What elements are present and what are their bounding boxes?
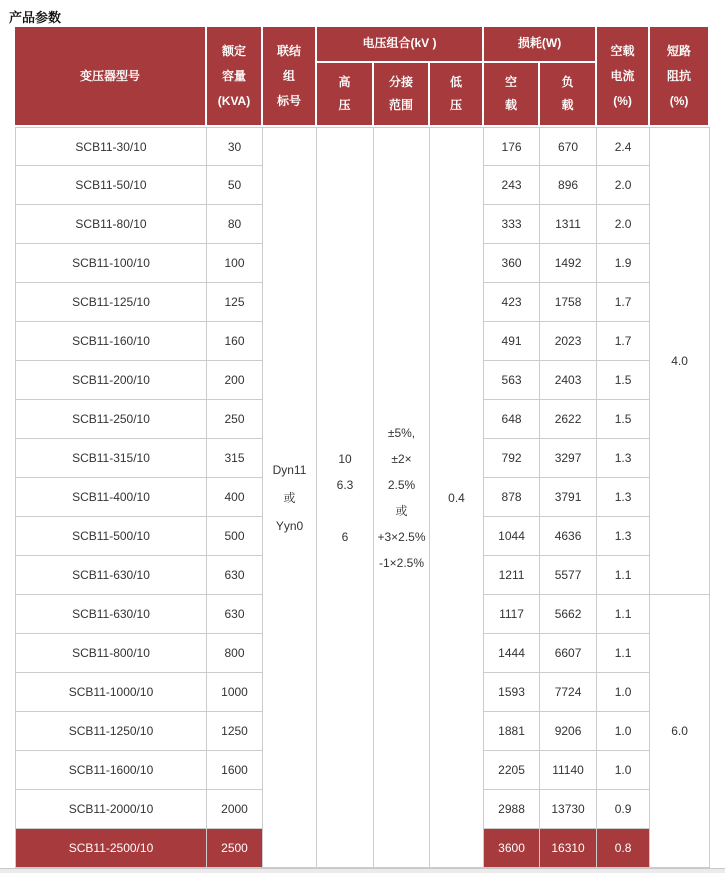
model-cell: SCB11-160/10 <box>15 322 207 361</box>
noload-current-cell: 1.9 <box>597 244 650 283</box>
text-line: 6 <box>341 529 349 544</box>
model-cell: SCB11-400/10 <box>15 478 207 517</box>
noload-loss-cell: 563 <box>484 361 540 400</box>
noload-current-cell: 2.4 <box>597 127 650 166</box>
noload-current-cell: 1.3 <box>597 439 650 478</box>
load-loss-cell: 1311 <box>540 205 597 244</box>
load-loss-cell: 3297 <box>540 439 597 478</box>
text-line: 载 <box>561 97 574 112</box>
noload-current-cell: 1.3 <box>597 517 650 556</box>
text-line: 范围 <box>388 97 413 112</box>
text-line: ±5%, <box>387 425 416 440</box>
low-voltage-header <box>430 63 484 127</box>
load-loss-cell: 1492 <box>540 244 597 283</box>
text-line: 额定 <box>221 43 246 58</box>
load-loss-cell: 896 <box>540 166 597 205</box>
text-line: Yyn0 <box>275 518 304 533</box>
model-cell: SCB11-800/10 <box>15 634 207 673</box>
impedance-cell: 6.0 <box>650 595 710 868</box>
text-line: Dyn11 <box>272 462 307 477</box>
model-cell: SCB11-630/10 <box>15 556 207 595</box>
impedance-cell: 4.0 <box>650 127 710 595</box>
text-line: (%) <box>669 93 689 108</box>
noload-loss-cell: 792 <box>484 439 540 478</box>
noload-current-cell: 1.7 <box>597 283 650 322</box>
connection-group-header <box>263 27 317 127</box>
text-line: (KVA) <box>217 93 251 108</box>
text-line <box>317 498 373 524</box>
text-line: -1×2.5% <box>378 555 425 570</box>
table-row <box>15 127 710 166</box>
noload-current-cell: 1.3 <box>597 478 650 517</box>
load-loss-cell: 2023 <box>540 322 597 361</box>
noload-loss-cell: 1211 <box>484 556 540 595</box>
capacity-cell: 315 <box>207 439 263 478</box>
load-loss-cell: 2622 <box>540 400 597 439</box>
model-cell: SCB11-80/10 <box>15 205 207 244</box>
high-voltage-cell <box>317 127 374 868</box>
noload-current-cell: 1.5 <box>597 361 650 400</box>
model-cell: SCB11-125/10 <box>15 283 207 322</box>
text-line: 短路 <box>667 43 692 58</box>
capacity-cell: 400 <box>207 478 263 517</box>
low-voltage-cell: 0.4 <box>430 127 484 868</box>
text-line: 空载 <box>610 43 635 58</box>
capacity-header <box>207 27 263 127</box>
noload-current-cell: 1.7 <box>597 322 650 361</box>
text-line: 压 <box>338 97 351 112</box>
table-header <box>15 27 710 127</box>
capacity-cell: 30 <box>207 127 263 166</box>
noload-current-cell: 0.8 <box>597 829 650 868</box>
capacity-cell: 50 <box>207 166 263 205</box>
load-loss-header <box>540 63 597 127</box>
noload-loss-cell: 360 <box>484 244 540 283</box>
noload-current-cell: 1.0 <box>597 712 650 751</box>
load-loss-cell: 1758 <box>540 283 597 322</box>
load-loss-cell: 2403 <box>540 361 597 400</box>
model-cell: SCB11-200/10 <box>15 361 207 400</box>
text-line: 阻抗 <box>667 68 692 83</box>
noload-loss-cell: 878 <box>484 478 540 517</box>
text-line: 2.5% <box>387 477 416 492</box>
text-line: 容量 <box>221 68 246 83</box>
noload-current-cell: 1.5 <box>597 400 650 439</box>
bottom-divider <box>0 868 725 873</box>
text-line: 低 <box>450 74 463 89</box>
noload-current-cell: 2.0 <box>597 205 650 244</box>
text-line: 标号 <box>276 93 301 108</box>
capacity-cell: 250 <box>207 400 263 439</box>
text-line: 电流 <box>610 68 635 83</box>
capacity-cell: 1000 <box>207 673 263 712</box>
noload-loss-cell: 1117 <box>484 595 540 634</box>
capacity-cell: 630 <box>207 595 263 634</box>
load-loss-cell: 3791 <box>540 478 597 517</box>
tap-range-cell <box>374 127 430 868</box>
text-line: 负 <box>561 74 574 89</box>
capacity-cell: 1250 <box>207 712 263 751</box>
loss-group-header: 损耗(W) <box>484 27 597 63</box>
noload-loss-header <box>484 63 540 127</box>
model-cell: SCB11-315/10 <box>15 439 207 478</box>
noload-loss-cell: 333 <box>484 205 540 244</box>
noload-loss-cell: 491 <box>484 322 540 361</box>
text-line: 10 <box>338 451 352 466</box>
capacity-cell: 500 <box>207 517 263 556</box>
load-loss-cell: 16310 <box>540 829 597 868</box>
high-voltage-header <box>317 63 374 127</box>
capacity-cell: 630 <box>207 556 263 595</box>
model-cell: SCB11-500/10 <box>15 517 207 556</box>
noload-current-cell: 1.0 <box>597 673 650 712</box>
capacity-cell: 800 <box>207 634 263 673</box>
noload-current-header <box>597 27 650 127</box>
text-line: 或 <box>283 490 296 505</box>
capacity-cell: 2000 <box>207 790 263 829</box>
load-loss-cell: 5662 <box>540 595 597 634</box>
load-loss-cell: 11140 <box>540 751 597 790</box>
model-cell: SCB11-50/10 <box>15 166 207 205</box>
text-line: 联结 <box>276 43 301 58</box>
noload-loss-cell: 2988 <box>484 790 540 829</box>
load-loss-cell: 9206 <box>540 712 597 751</box>
text-line: 压 <box>450 97 463 112</box>
table-body <box>15 127 710 868</box>
text-line: 空 <box>505 74 518 89</box>
capacity-cell: 1600 <box>207 751 263 790</box>
model-cell: SCB11-1250/10 <box>15 712 207 751</box>
model-cell: SCB11-630/10 <box>15 595 207 634</box>
load-loss-cell: 4636 <box>540 517 597 556</box>
noload-current-cell: 1.1 <box>597 595 650 634</box>
model-cell: SCB11-250/10 <box>15 400 207 439</box>
noload-loss-cell: 3600 <box>484 829 540 868</box>
capacity-cell: 200 <box>207 361 263 400</box>
text-line: (%) <box>613 93 632 108</box>
noload-loss-cell: 1444 <box>484 634 540 673</box>
capacity-cell: 80 <box>207 205 263 244</box>
noload-loss-cell: 2205 <box>484 751 540 790</box>
text-line: +3×2.5% <box>377 529 426 544</box>
load-loss-cell: 6607 <box>540 634 597 673</box>
connection-group-cell <box>263 127 317 868</box>
capacity-cell: 125 <box>207 283 263 322</box>
noload-loss-cell: 1044 <box>484 517 540 556</box>
product-parameters-table <box>15 27 710 868</box>
text-line: 或 <box>395 503 408 518</box>
voltage-combination-group-header: 电压组合(kV ) <box>317 27 484 63</box>
text-line: 高 <box>338 74 351 89</box>
impedance-header <box>650 27 710 127</box>
noload-loss-cell: 243 <box>484 166 540 205</box>
noload-current-cell: 1.0 <box>597 751 650 790</box>
noload-current-cell: 0.9 <box>597 790 650 829</box>
page-title: 产品参数 <box>9 10 62 25</box>
model-cell: SCB11-2500/10 <box>15 829 207 868</box>
noload-loss-cell: 176 <box>484 127 540 166</box>
noload-loss-cell: 1593 <box>484 673 540 712</box>
noload-current-cell: 1.1 <box>597 556 650 595</box>
noload-loss-cell: 1881 <box>484 712 540 751</box>
text-line: 载 <box>505 97 518 112</box>
model-cell: SCB11-1600/10 <box>15 751 207 790</box>
text-line: ±2× <box>391 451 412 466</box>
noload-current-cell: 1.1 <box>597 634 650 673</box>
load-loss-cell: 670 <box>540 127 597 166</box>
capacity-cell: 100 <box>207 244 263 283</box>
model-header: 变压器型号 <box>15 27 207 127</box>
load-loss-cell: 13730 <box>540 790 597 829</box>
load-loss-cell: 7724 <box>540 673 597 712</box>
capacity-cell: 160 <box>207 322 263 361</box>
text-line: 分接 <box>388 74 413 89</box>
noload-loss-cell: 423 <box>484 283 540 322</box>
model-cell: SCB11-2000/10 <box>15 790 207 829</box>
noload-current-cell: 2.0 <box>597 166 650 205</box>
noload-loss-cell: 648 <box>484 400 540 439</box>
text-line: 组 <box>282 68 295 83</box>
model-cell: SCB11-100/10 <box>15 244 207 283</box>
capacity-cell: 2500 <box>207 829 263 868</box>
model-cell: SCB11-30/10 <box>15 127 207 166</box>
tap-range-header <box>374 63 430 127</box>
text-line: 6.3 <box>336 477 354 492</box>
load-loss-cell: 5577 <box>540 556 597 595</box>
model-cell: SCB11-1000/10 <box>15 673 207 712</box>
